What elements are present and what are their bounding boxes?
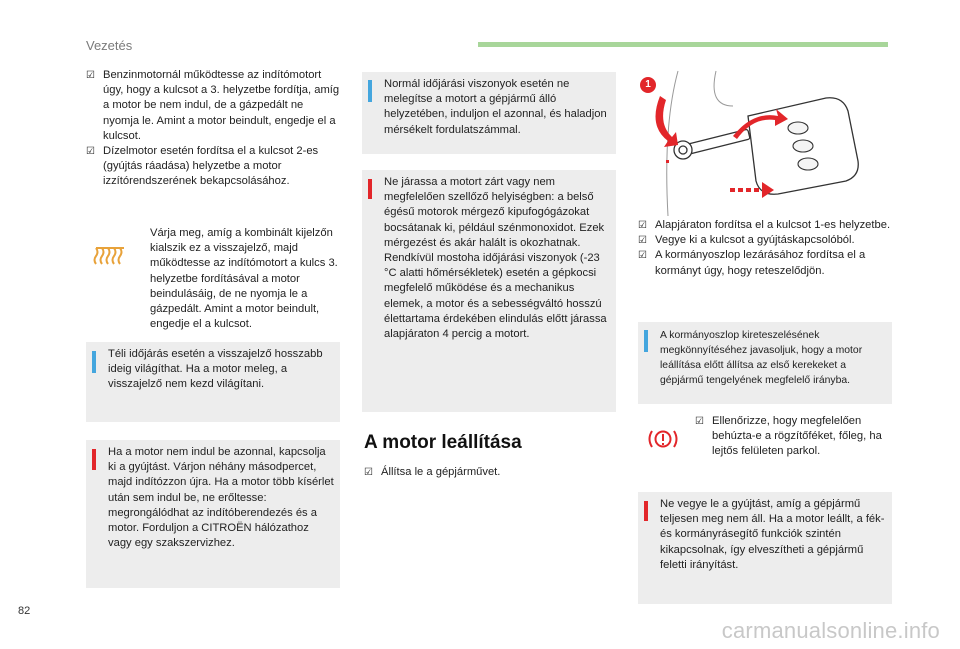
list-item-text: Dízelmotor esetén fordítsa el a kulcsot 2-es (gyújtás ráadása) helyzetbe a motor izzítórendszerének bekapcsolásához.	[103, 145, 319, 188]
list-item	[638, 233, 892, 248]
warning-box	[86, 440, 340, 588]
list-item	[695, 414, 890, 460]
warning-box-text: Ne járassa a motort zárt vagy nem megfelelően szellőző helyiségben: a belső égésű motorok mérgező kipufogógázokat bocsátanak ki, például szénmonoxidot. Ezek mérgezést és akár halált is okozhatnak. Rendkívül mostoha időjárási viszonyok (-23 °C alatti hőmérsékletek) esetén a gépkocsi megfelelő működése és a mechanikus elemek, a motor és a sebességváltó hosszú élettartama érdekében elindulás előtt járassa alapjáraton 4 percig a motort.	[384, 176, 607, 341]
bullet-marker-icon: ☑	[638, 250, 647, 262]
list-item	[86, 68, 342, 144]
bullet-marker-icon: ☑	[638, 235, 647, 247]
info-box	[86, 342, 340, 422]
col3-bullets	[638, 218, 892, 279]
bullet-marker-icon: ☑	[638, 220, 647, 231]
info-icon	[644, 330, 648, 352]
warning-icon	[644, 501, 648, 521]
col2-bullets	[364, 465, 614, 480]
section-title: A motor leállítása	[364, 432, 522, 453]
key-ignition-illustration	[638, 66, 892, 216]
warning-icon	[368, 179, 372, 199]
bullet-marker-icon: ☑	[364, 467, 373, 478]
glow-note: Várja meg, amíg a kombinált kijelzőn kialszik ez a visszajelző, majd működtesse az indítómotort a kulcs 3. helyzetbe fordításával a motor beindulásáig, de ne nyomja le a gázpedált. Amint a motor beindult, engedje el a kulcsot.	[150, 227, 338, 331]
list-item-text: Ellenőrizze, hogy megfelelően behúzta-e a rögzítőféket, főleg, ha lejtős felületen parkol.	[712, 415, 882, 458]
list-item-text: Benzinmotornál működtesse az indítómotort úgy, hogy a kulcsot a 3. helyzetbe fordítja, amíg a motor be nem indul, de a gázpedált ne nyomja le. Amint a motor beindult, engedje el a kulcsot.	[103, 69, 340, 142]
list-item-text: Vegye ki a kulcsot a gyújtáskapcsolóból.	[655, 234, 855, 247]
warning-box	[638, 492, 892, 604]
bullet-marker-icon: ☑	[86, 70, 95, 81]
bullet-marker-icon: ☑	[695, 416, 704, 427]
warning-box-text: Ne vegye le a gyújtást, amíg a gépjármű teljesen meg nem áll. Ha a motor leállt, a fék- és kormányrásegítő funkciók szintén kikapcsolnak, így elveszítheti a gépjármű feletti irányítást.	[660, 498, 885, 571]
watermark: carmanualsonline.info	[721, 618, 940, 643]
col1-bullets	[86, 68, 342, 190]
list-item-text: A kormányoszlop lezárásához fordítsa el a kormányt úgy, hogy reteszelődjön.	[655, 249, 866, 277]
header-accent-bar	[478, 42, 888, 47]
info-box-text: Téli időjárás esetén a visszajelző hosszabb ideig világíthat. Ha a motor meleg, a visszajelző nem kezd világítani.	[108, 348, 323, 391]
parking-brake-icon	[646, 428, 680, 450]
figure-label: 1	[640, 77, 656, 93]
list-item	[638, 218, 892, 233]
warning-box	[362, 170, 616, 412]
page-number: 82	[18, 605, 31, 617]
info-box	[362, 72, 616, 154]
info-icon	[92, 351, 96, 373]
page-section-title: Vezetés	[86, 38, 133, 53]
info-box-text: Normál időjárási viszonyok esetén ne melegítse a motort a gépjármű álló helyzetében, induljon el azonnal, és haladjon mérsékelt fordulatszámmal.	[384, 78, 607, 136]
brake-note	[695, 414, 890, 460]
list-item-text: Alapjáraton fordítsa el a kulcsot 1-es helyzetbe.	[655, 219, 891, 231]
glow-plug-icon	[92, 244, 128, 266]
info-box-text: A kormányoszlop kireteszelésének megkönnyítéséhez javasoljuk, hogy a motor leállítása előtt állítsa az első kerekeket a gépjármű tengelyének megfelelő irányba.	[660, 330, 863, 386]
bullet-marker-icon: ☑	[86, 146, 95, 158]
list-item	[364, 465, 614, 480]
list-item-text: Állítsa le a gépjárművet.	[381, 466, 501, 478]
info-box	[638, 322, 892, 404]
warning-box-text: Ha a motor nem indul be azonnal, kapcsolja ki a gyújtást. Várjon néhány másodpercet, majd indítózzon újra. Ha a motor több kísérlet után sem indul be, ne erőltesse: megrongálódhat az indítóberendezés és a motor. Forduljon a CITROËN hálózathoz vagy egy szakszervizhez.	[108, 446, 334, 550]
info-icon	[368, 80, 372, 102]
list-item	[86, 144, 342, 190]
list-item	[638, 248, 892, 278]
